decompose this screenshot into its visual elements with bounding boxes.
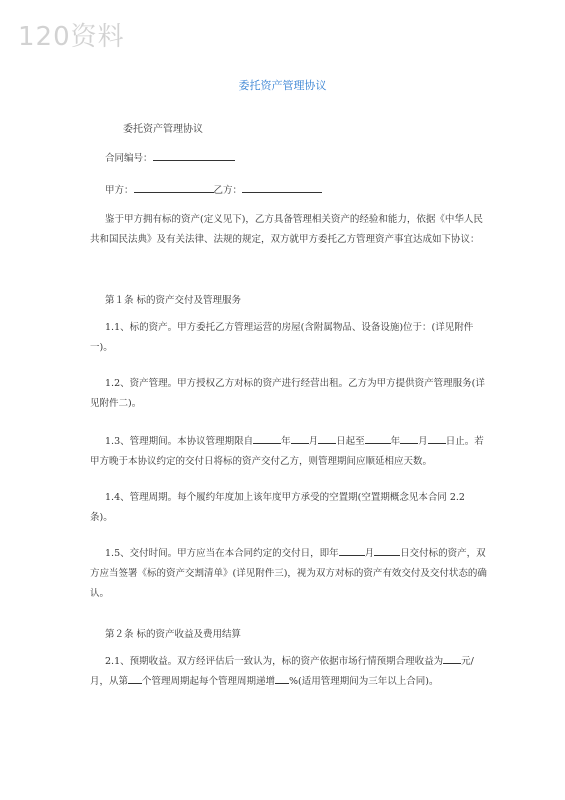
- end-day-blank: [428, 433, 446, 444]
- handover-month-blank: [374, 545, 400, 556]
- clause-1-3-text-a: 1.3、管理期间。本协议管理期限自: [105, 436, 254, 447]
- clause-2-1-text-b: 元/月，从第: [90, 656, 474, 687]
- start-month-blank: [291, 433, 309, 444]
- party-a-blank: [134, 182, 214, 193]
- clause-1-5: [90, 544, 490, 604]
- handover-year-blank: [339, 545, 365, 556]
- contract-number-line: [105, 150, 235, 164]
- contract-number-label: 合同编号：: [105, 153, 153, 164]
- clause-1-3-day-to: 日起至: [336, 436, 365, 447]
- clause-2-1-text-c: 个管理周期起每个管理周期递增: [142, 676, 276, 687]
- clause-1-3-end-year: 年: [390, 436, 401, 447]
- clause-1-3-end-month: 月: [418, 436, 428, 447]
- clause-1-3-month: 月: [308, 436, 319, 447]
- clause-1-3-text-g: 日止。若甲方晚于本协议约定的交付日将标的资产交付乙方，则管理期间应顺延相应天数。: [90, 436, 484, 467]
- clause-1-3-year: 年: [281, 436, 291, 447]
- end-year-blank: [365, 433, 391, 444]
- clause-1-3: [90, 432, 490, 472]
- clause-1-4: 1.4、管理周期。每个履约年度加上该年度甲方承受的空置期(空置期概念见本合同 2.2 条)。: [90, 492, 465, 523]
- clause-2-1-text-d: %(适用管理期间为三年以上合同)。: [289, 676, 439, 687]
- document-title: 委托资产管理协议: [238, 79, 327, 92]
- expected-income-blank: [443, 653, 461, 664]
- article-2-heading: 第２条 标的资产收益及费用结算: [105, 629, 242, 640]
- document-subtitle: 委托资产管理协议: [123, 124, 203, 135]
- clause-2-1: [90, 652, 490, 692]
- clause-1-5-text-c: 日交付标的资产，双方应当签署《标的资产交割清单》(详见附件三)，视为双方对标的资产有效交付及交付状态的确认。: [90, 548, 487, 599]
- clause-1-5-text-a: 1.5、交付时间。甲方应当在本合同约定的交付日，即年: [105, 548, 339, 559]
- article-1-heading: 第１条 标的资产交付及管理服务: [105, 295, 242, 306]
- start-day-blank: [318, 433, 336, 444]
- start-year-blank: [253, 433, 281, 444]
- party-b-blank: [242, 182, 322, 193]
- clause-2-1-text-a: 2.1、预期收益。双方经评估后一致认为，标的资产依据市场行情预期合理收益为: [105, 656, 444, 667]
- parties-line: [105, 182, 322, 196]
- party-b-label: 乙方：: [213, 185, 243, 196]
- end-month-blank: [400, 433, 418, 444]
- increase-rate-blank: [275, 673, 289, 684]
- period-number-blank: [128, 673, 142, 684]
- clause-1-1: 1.1、标的资产。甲方委托乙方管理运营的房屋(含附属物品、设备设施)位于：(详见附件一)。: [90, 322, 474, 353]
- intro-paragraph: 鉴于甲方拥有标的资产(定义见下)，乙方具备管理相关资产的经验和能力，依据《中华人民共和国民法典》及有关法律、法规的规定，双方就甲方委托乙方管理资产事宜达成如下协议：: [90, 214, 483, 245]
- contract-number-blank: [153, 150, 235, 161]
- watermark-logo: 120资料: [18, 22, 125, 52]
- party-a-label: 甲方：: [105, 185, 134, 196]
- clause-1-2: 1.2、资产管理。甲方授权乙方对标的资产进行经营出租。乙方为甲方提供资产管理服务(详见附件二)。: [90, 378, 485, 409]
- clause-1-5-month: 月: [364, 548, 375, 559]
